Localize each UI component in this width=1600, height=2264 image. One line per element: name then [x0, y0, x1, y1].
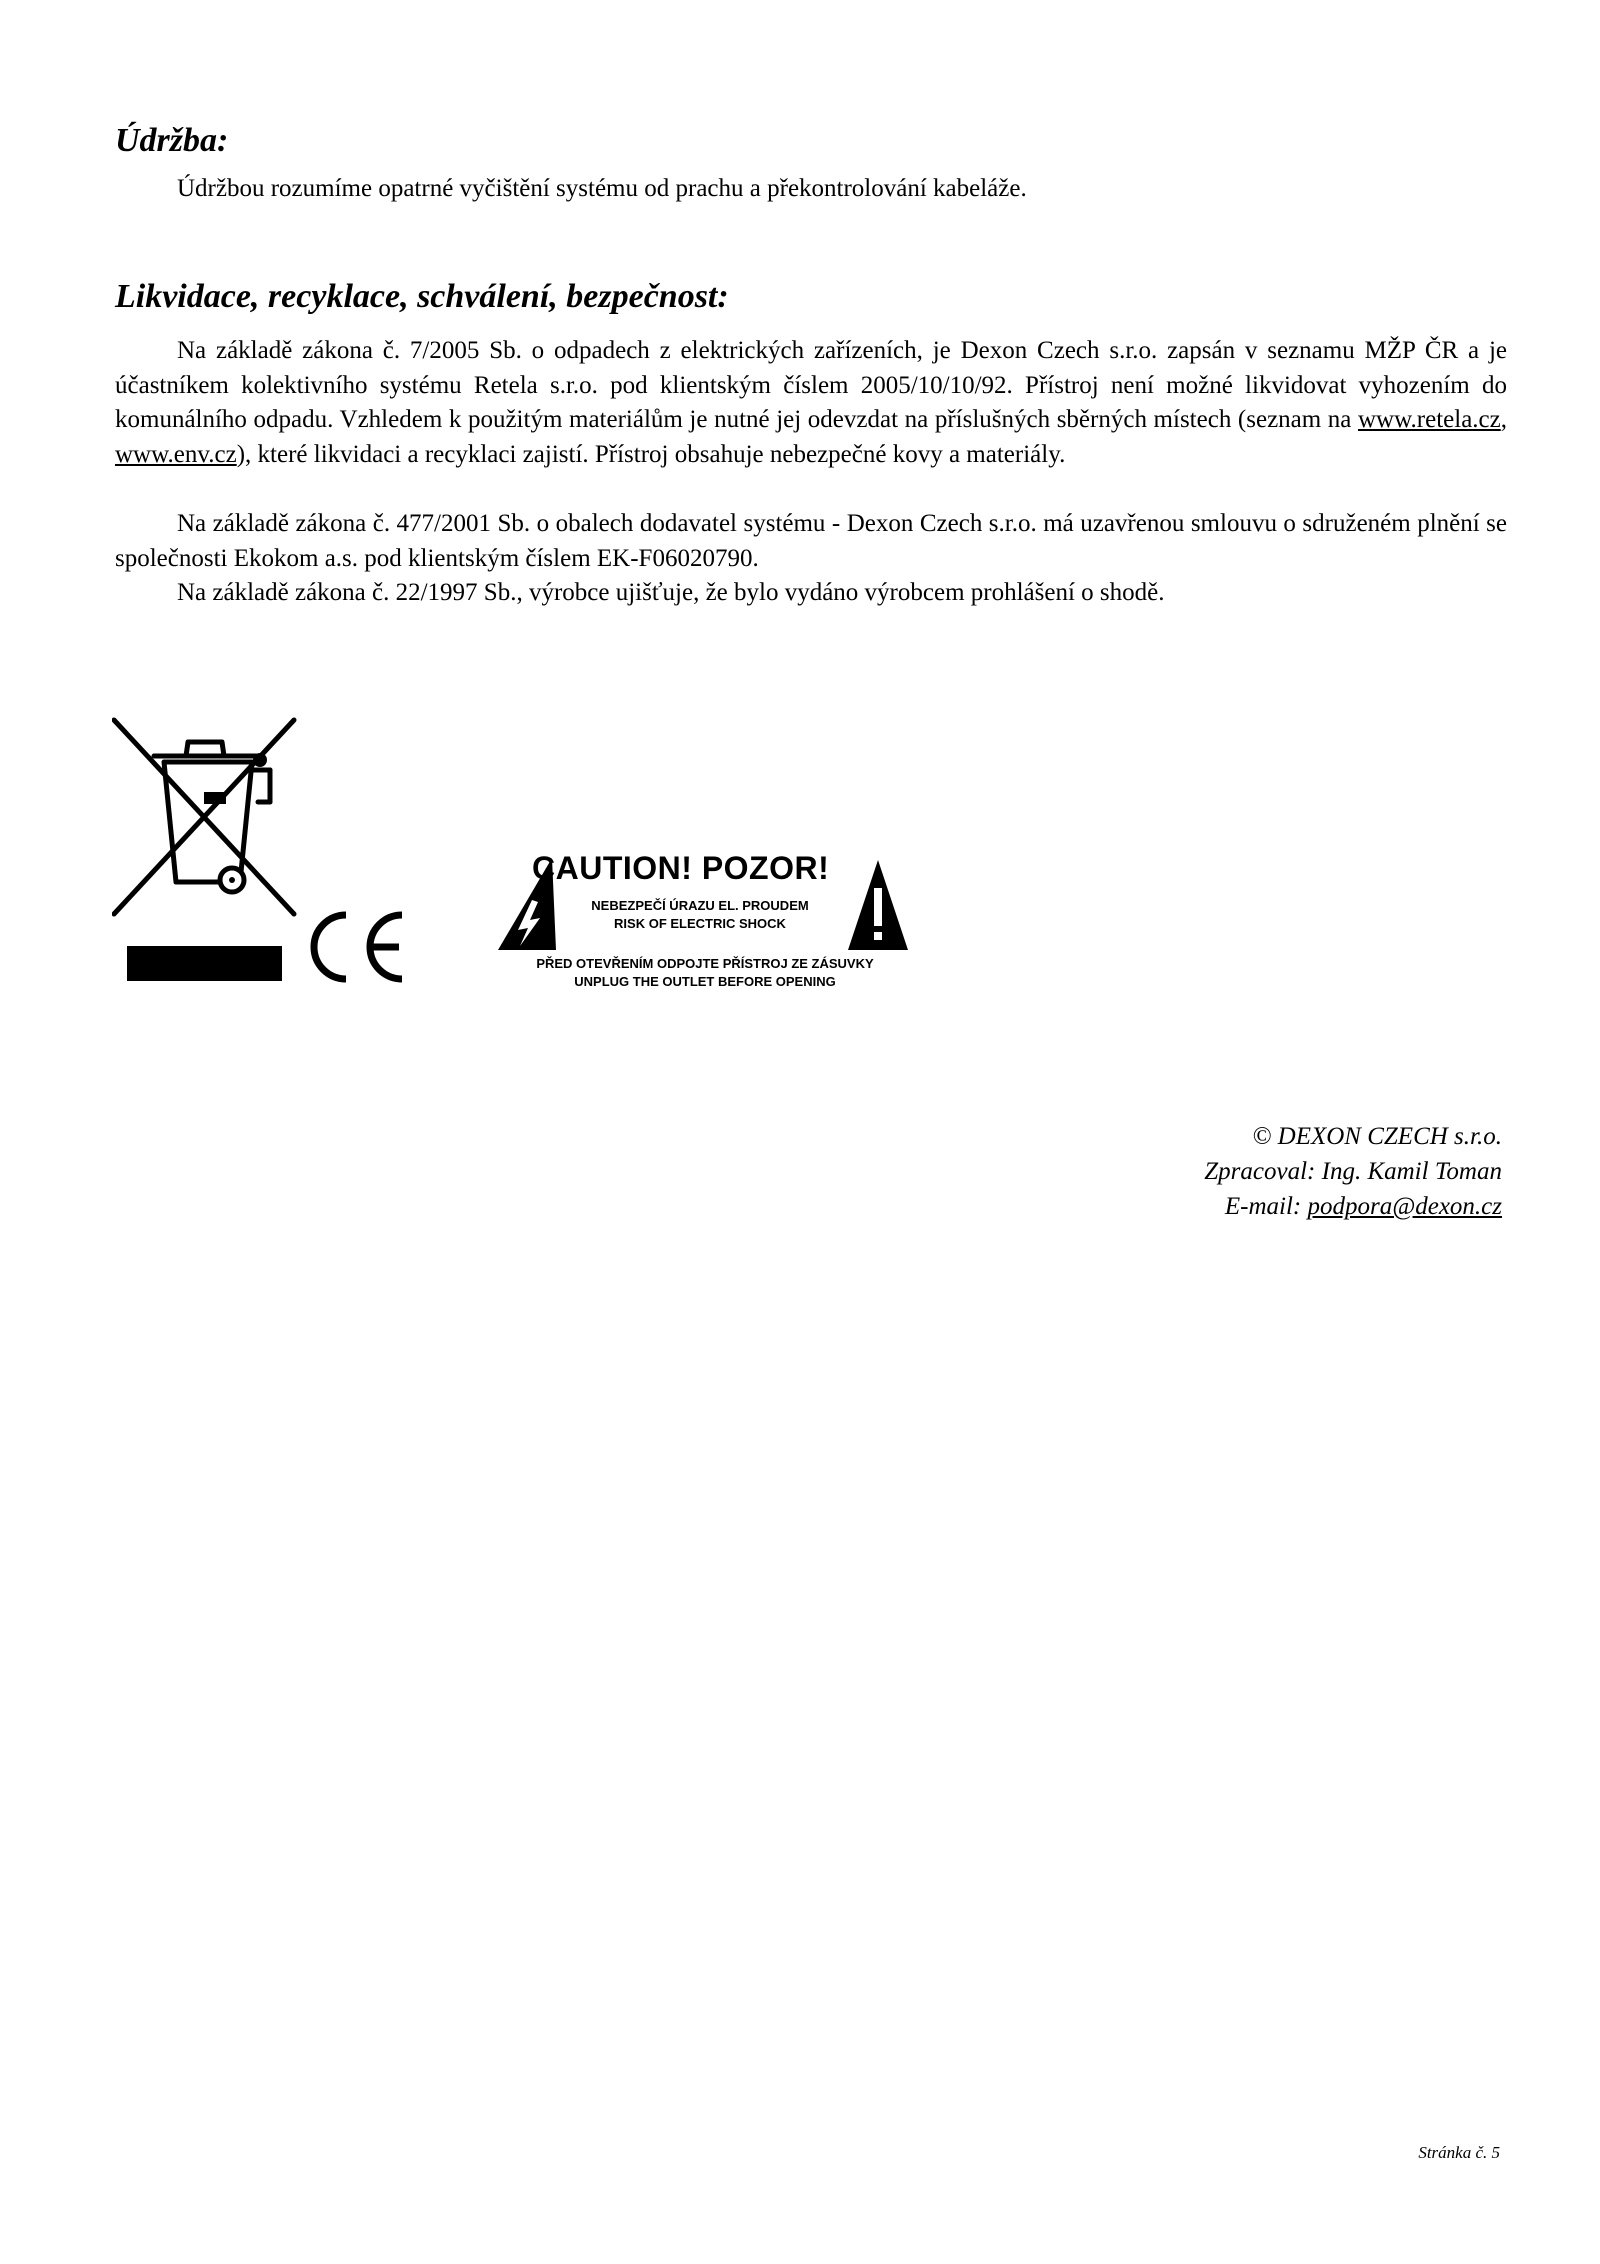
exclamation-warning-icon: [846, 858, 910, 952]
caution-title: CAUTION! POZOR!: [532, 850, 830, 886]
disposal-text-b: ,: [1500, 406, 1507, 433]
weee-black-bar: [127, 946, 282, 981]
signature-company: © DEXON CZECH s.r.o.: [1252, 1123, 1502, 1150]
page-number: Stránka č. 5: [1418, 2143, 1500, 2162]
crossed-out-wheelie-bin-icon: [112, 712, 302, 922]
packaging-paragraph: Na základě zákona č. 477/2001 Sb. o obalech dodavatel systému - Dexon Czech s.r.o. má uzavřenou smlouvu o sdruženém plnění se společnosti Ekokom a.s. pod klientským číslem EK-F06020790.: [115, 510, 1507, 572]
caution-line-3: PŘED OTEVŘENÍM ODPOJTE PŘÍSTROJ ZE ZÁSUVKY: [536, 956, 874, 971]
email-label: E-mail:: [1224, 1193, 1308, 1220]
ce-mark-icon: [300, 910, 410, 984]
caution-line-4: UNPLUG THE OUTLET BEFORE OPENING: [574, 974, 836, 989]
retela-link[interactable]: www.retela.cz: [1358, 406, 1501, 433]
caution-line-2: RISK OF ELECTRIC SHOCK: [614, 916, 786, 931]
conformity-paragraph: Na základě zákona č. 22/1997 Sb., výrobce ujišťuje, že bylo vydáno výrobcem prohlášení o shodě.: [177, 579, 1165, 606]
env-link[interactable]: www.env.cz: [115, 440, 237, 468]
signature-processed-by: Zpracoval: Ing. Kamil Toman: [1204, 1158, 1502, 1185]
disposal-text-a: Na základě zákona č. 7/2005 Sb. o odpadech z elektrických zařízeních, je Dexon Czech s.r.o. zapsán v seznamu MŽP ČR a je účastníkem kolektivního systému Retela s.r.o. pod klientským číslem 2005/10/10/92. Přístroj není možné likvidovat vyhozením do komunálního odpadu. Vzhledem k použitým materiálům je nutné jej odevzdat na příslušných sběrných místech (seznam na: [115, 337, 1507, 433]
caution-label: [490, 840, 920, 1000]
maintenance-text: Údržbou rozumíme opatrné vyčištění systému od prachu a překontrolování kabeláže.: [177, 175, 1027, 202]
heading-maintenance: Údržba:: [115, 122, 229, 159]
heading-disposal: Likvidace, recyklace, schválení, bezpečnost:: [115, 278, 729, 315]
caution-line-1: NEBEZPEČÍ ÚRAZU EL. PROUDEM: [591, 898, 809, 913]
email-link[interactable]: podpora@dexon.cz: [1307, 1193, 1502, 1220]
disposal-text-c: ), které likvidaci a recyklaci zajistí. Přístroj obsahuje nebezpečné kovy a materiály.: [236, 440, 1066, 468]
signature-email-line: [1225, 1193, 1502, 1221]
disposal-paragraph-1: [115, 334, 1507, 472]
